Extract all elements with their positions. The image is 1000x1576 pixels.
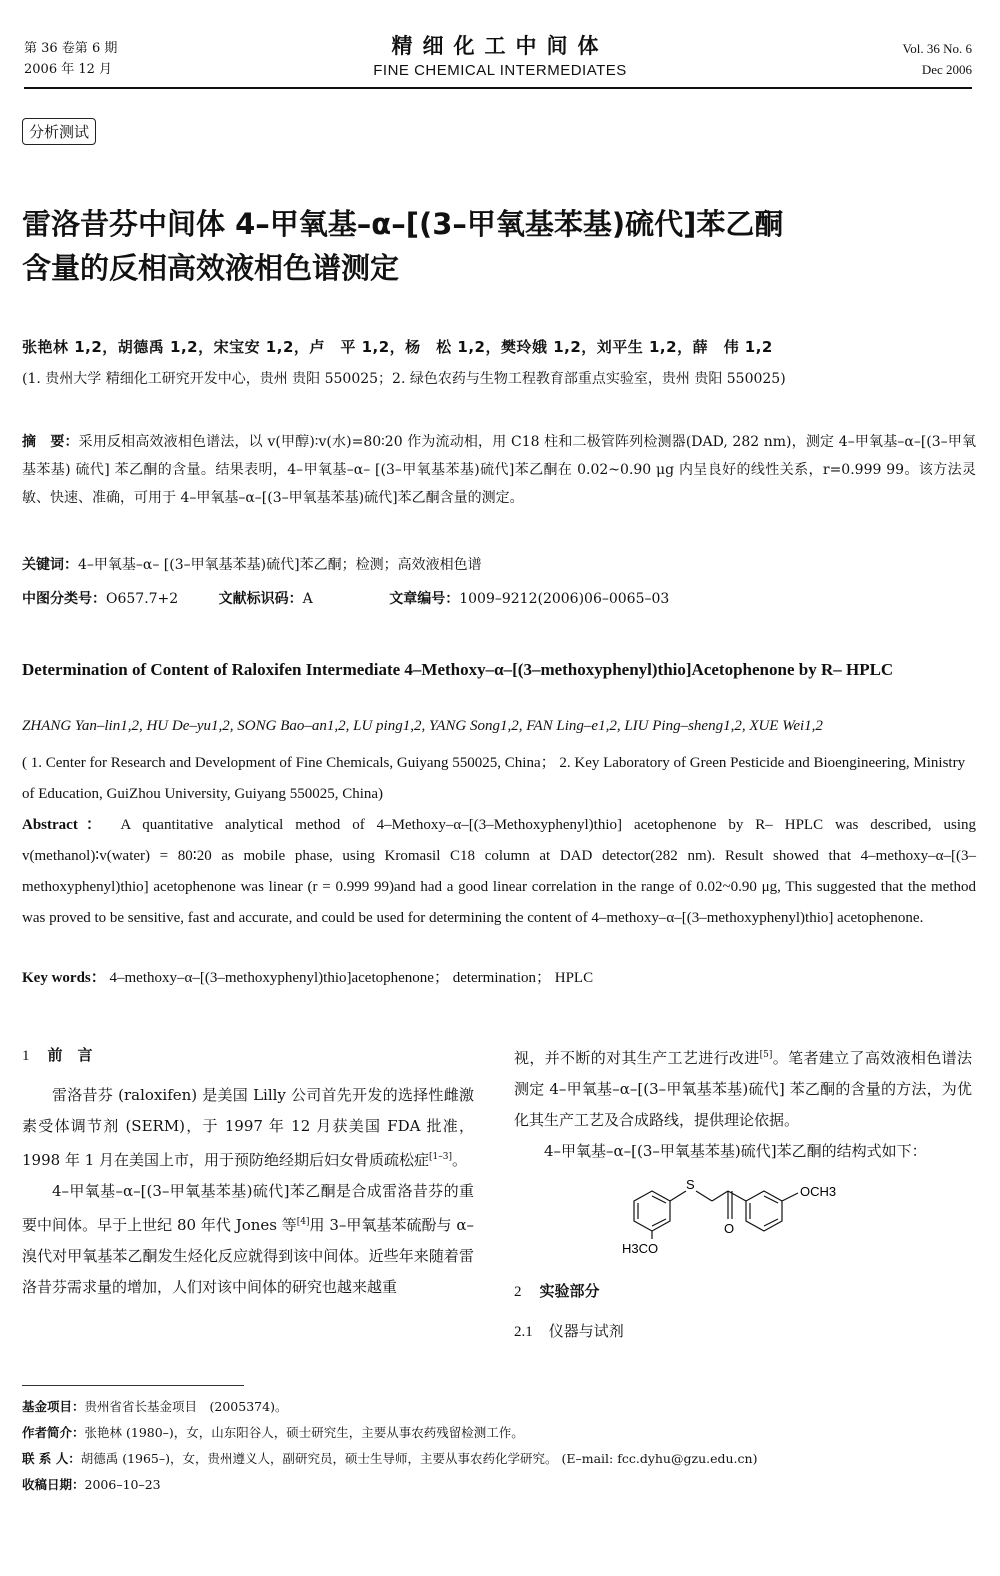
title-cn-line1: 雷洛昔芬中间体 4–甲氧基–α–[(3–甲氧基苯基)硫代]苯乙酮: [22, 207, 784, 241]
footnote-text: 胡德禹 (1965–)，女，贵州遵义人，副研究员，硕士生导师，主要从事农药化学研究。 (E–mail: fcc.dyhu@gzu.edu.cn): [80, 1451, 758, 1466]
authors-en: ZHANG Yan–lin1,2, HU De–yu1,2, SONG Bao–an1,2, LU ping1,2, YANG Song1,2, FAN Ling–e1,2, LIU Ping–sheng1,2, XUE Wei1,2: [22, 718, 823, 734]
affiliation-en: ( 1. Center for Research and Development of Fine Chemicals, Guiyang 550025, China； 2. Key Laboratory of Green Pesticide and Bioengineering, Ministry of Education, GuiZhou University, Guiyang 550025, China): [22, 755, 966, 802]
keywords-en: [22, 966, 976, 987]
section2-number: 2: [514, 1284, 522, 1300]
paragraph-intro-1: [22, 1080, 474, 1176]
date-cn: 2006 年 12 月: [24, 62, 113, 77]
paragraph-structure-intro: 4–甲氧基–α–[(3–甲氧基苯基)硫代]苯乙酮的结构式如下：: [544, 1142, 927, 1160]
abstract-en-text: A quantitative analytical method of 4–Methoxy–α–[(3–Methoxyphenyl)thio] acetophenone by R– HPLC was described, using v(methanol)∶v(water) = 80∶20 as mobile phase, using Kromasil C18 column at DAD detector(282 nm). Result showed that 4–methoxy–α–[(3–methoxyphenyl)thio] acetophenone was linear (r = 0.999 99)and had a good linear correlation in the range of 0.02~0.90 μg, This suggested that the method was proved to be sensitive, fast and accurate, and could be used for determining the content of 4–methoxy–α–[(3–methoxyphenyl)thio] acetophenone.: [22, 817, 977, 926]
keywords-cn-label: 关键词：: [22, 557, 78, 573]
abstract-en: [22, 810, 976, 934]
footnote-rule: [22, 1385, 244, 1386]
section2-heading: [514, 1276, 972, 1308]
issue-info-en: [903, 38, 972, 80]
section1-title: 前 言: [47, 1046, 93, 1064]
abstract-cn-text: 采用反相高效液相色谱法，以 v(甲醇)∶v(水)=80∶20 作为流动相，用 C18 柱和二极管阵列检测器(DAD, 282 nm)，测定 4–甲氧基–α–[(3–甲氧基苯基) 硫代] 苯乙酮的含量。结果表明，4–甲氧基–α– [(3–甲氧基苯基)硫代]苯乙酮在 0.02~0.90 μg 内呈良好的线性关系，r=0.999 99。该方法灵敏、快速、准确，可用于 4–甲氧基–α–[(3–甲氧基苯基)硫代]苯乙酮含量的测定。: [22, 434, 976, 506]
paragraph-intro-2-cont: [514, 1040, 972, 1136]
body-column-left: [22, 1040, 474, 1303]
clc-label: 中图分类号：: [22, 591, 106, 607]
keywords-en-label: Key words：: [22, 970, 106, 986]
body-column-right: [514, 1040, 972, 1348]
article-no-value: 1009–9212(2006)06–0065–03: [459, 591, 670, 607]
carbonyl-oxygen-label: O: [724, 1221, 735, 1236]
doc-code-label: 文献标识码：: [218, 591, 303, 607]
footnote-text: 贵州省省长基金项目 (2005374)。: [84, 1399, 288, 1414]
footnote-text: 2006–10–23: [84, 1477, 161, 1492]
methoxy-label-left: H3CO: [622, 1241, 659, 1256]
keywords-en-text: 4–methoxy–α–[(3–methoxyphenyl)thio]acetophenone； determination； HPLC: [109, 970, 594, 986]
journal-masthead: [0, 30, 1000, 79]
methoxy-label-right: OCH3: [800, 1184, 837, 1199]
footnote-text: 张艳林 (1980–)，女，山东阳谷人，硕士研究生，主要从事农药残留检测工作。: [84, 1425, 524, 1440]
article-no-label: 文章编号：: [389, 591, 460, 607]
paragraph-intro-2: [22, 1176, 474, 1303]
date-en: Dec 2006: [921, 62, 972, 77]
title-cn: [22, 202, 976, 290]
footnote-received-date: [22, 1472, 976, 1498]
clc-value: O657.7+2: [106, 591, 179, 607]
abstract-cn: [22, 428, 976, 512]
intro-2-text-a: 4–甲氧基–α–[(3–甲氧基苯基)硫代]苯乙酮是合成雷洛昔芬的重要中间体。早于上世纪 80 年代 Jones 等: [22, 1182, 474, 1234]
footnotes: [22, 1394, 976, 1498]
doc-code-value: A: [302, 591, 313, 607]
journal-name-cn: 精细化工中间体: [391, 34, 609, 58]
journal-name-en: FINE CHEMICAL INTERMEDIATES: [373, 62, 627, 79]
section-tag: 分析测试: [22, 118, 96, 145]
footnote-author-bio: [22, 1420, 976, 1446]
section1-heading: [22, 1040, 474, 1072]
footnote-funding: [22, 1394, 976, 1420]
footnote-label: 收稿日期：: [22, 1477, 85, 1492]
intro-1-end: 。: [452, 1151, 468, 1169]
intro-2-text-d: 。笔者建立了高效液相色谱法测定 4–甲氧基–α–[(3–甲氧基苯基)硫代] 苯乙酮的含量的方法，为优化其生产工艺及合成路线，提供理论依据。: [514, 1049, 972, 1129]
intro-2-text-c: 视，并不断的对其生产工艺进行改进: [514, 1049, 760, 1067]
intro-1-text: 雷洛昔芬 (raloxifen) 是美国 Lilly 公司首先开发的选择性雌激素受体调节剂 (SERM)，于 1997 年 12 月获美国 FDA 批准，1998 年 1 月在美国上市，用于预防绝经期后妇女骨质疏松症: [22, 1086, 474, 1169]
benzene-ring-right: [746, 1191, 782, 1231]
sulfur-label: S: [686, 1177, 695, 1192]
subsection-2-1-title: 仪器与试剂: [548, 1322, 624, 1340]
section1-number: 1: [22, 1048, 30, 1064]
footnote-label: 作者简介：: [22, 1425, 85, 1440]
title-cn-line2: 含量的反相高效液相色谱测定: [22, 251, 400, 285]
footnote-label: 基金项目：: [22, 1399, 85, 1414]
footnote-label: 联 系 人：: [22, 1451, 81, 1466]
citation: [4]: [296, 1217, 310, 1227]
volume-issue-cn: 第 36 卷第 6 期: [24, 41, 118, 56]
section2-title: 实验部分: [539, 1282, 600, 1300]
subsection-2-1-number: 2.1: [514, 1324, 533, 1340]
abstract-cn-label: 摘 要：: [22, 434, 79, 450]
subsection-2-1-heading: [514, 1316, 972, 1348]
footnote-contact: [22, 1446, 976, 1472]
citation: [1–3]: [429, 1152, 453, 1162]
citation: [5]: [759, 1050, 773, 1060]
keywords-cn-text: 4–甲氧基–α– [(3–甲氧基苯基)硫代]苯乙酮；检测；高效液相色谱: [78, 557, 482, 573]
volume-issue-en: Vol. 36 No. 6: [902, 41, 972, 56]
abstract-en-label: Abstract：: [22, 817, 110, 833]
classification-row: [22, 588, 669, 608]
header-rule: [24, 87, 972, 89]
title-en: Determination of Content of Raloxifen Intermediate 4–Methoxy–α–[(3–methoxyphenyl)thio]Acetophenone by R– HPLC: [22, 660, 894, 679]
authors-cn: 张艳林 1,2，胡德禹 1,2，宋宝安 1,2，卢 平 1,2，杨 松 1,2，樊玲娥 1,2，刘平生 1,2，薛 伟 1,2: [22, 338, 773, 356]
chemical-structure: [604, 1169, 864, 1259]
keywords-cn: [22, 554, 976, 574]
intro-2-text-b: 用 3–甲氧基苯硫酚与 α–溴代对甲氧基苯乙酮发生烃化反应就得到该中间体。近些年来随着雷洛昔芬需求量的增加，人们对该中间体的研究也越来越重: [22, 1216, 474, 1296]
affiliation-cn: (1. 贵州大学 精细化工研究开发中心，贵州 贵阳 550025；2. 绿色农药与生物工程教育部重点实验室，贵州 贵阳 550025): [22, 371, 786, 387]
benzene-ring-left: [634, 1191, 670, 1231]
